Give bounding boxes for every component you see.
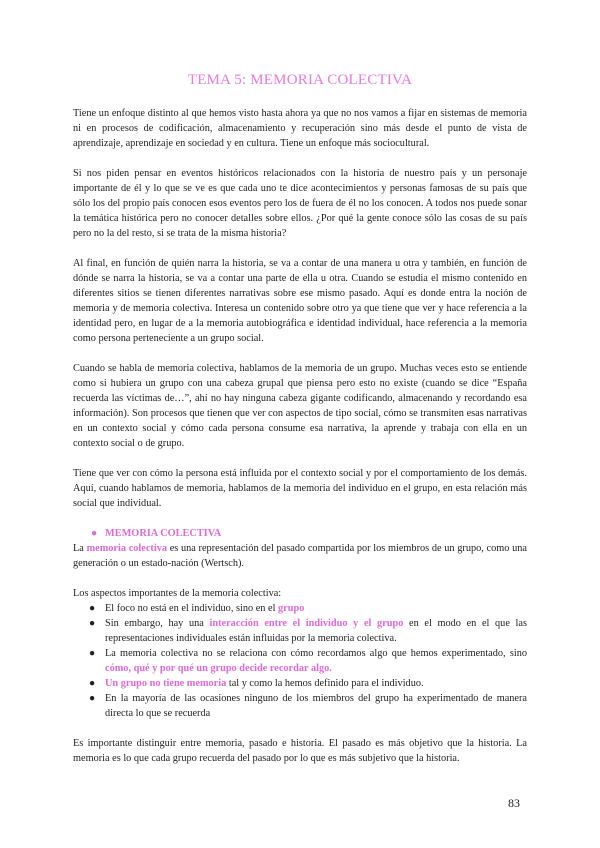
list-item-text: La memoria colectiva no se relaciona con cómo recordamos algo que hemos experimentado, sino	[105, 648, 527, 659]
paragraph-social-context: Tiene que ver con cómo la persona está influida por el contexto social y por el comportamiento de los demás. Aquí, cuando hablamos de memoria, hablamos de la memoria del individuo en el grupo, en esta relación más social que individual.	[73, 468, 527, 509]
paragraph-intro: Tiene un enfoque distinto al que hemos visto hasta ahora ya que no nos vamos a fijar en sistemas de memoria ni en procesos de codificación, almacenamiento y recuperación sino más desde el punto de vista de aprendizaje, aprendizaje en sociedad y en cultura. Tiene un enfoque más sociocultural.	[73, 108, 527, 149]
list-item	[73, 676, 527, 691]
closing-paragraph: Es importante distinguir entre memoria, pasado e historia. El pasado es más objetivo que la historia. La memoria es lo que cada grupo recuerda del pasado por lo que es más subjetivo que la historia.	[73, 738, 527, 764]
list-item	[73, 691, 527, 721]
list-item-text: En la mayoría de las ocasiones ninguno de los miembros del grupo ha experimentado de manera directa lo que se recuerda	[105, 693, 527, 719]
definition-term: memoria colectiva	[86, 543, 168, 554]
page-number: 83	[508, 796, 520, 810]
list-item-text: en el modo en el que las representaciones individuales están influidas por la memoria colectiva.	[105, 618, 527, 644]
definition-paragraph	[73, 541, 527, 571]
section-heading	[73, 526, 527, 541]
paragraph-group-memory: Cuando se habla de memoria colectiva, hablamos de la memoria de un grupo. Muchas veces esto se entiende como si hubiera un grupo con una cabeza grupal que piensa pero esto no existe (cuando se dice “España recuerda las víctimas de…”, ahí no hay ninguna cabeza gigante codificando, almacenando y recordando esa información). Son procesos que tienen que ver con aspectos de tipo social, cómo se transmiten esas narrativas en un contexto social y cómo cada persona consume esa narrativa, la aprende y trabaja con ella en un contexto social o de grupo.	[73, 363, 527, 449]
paragraph-narratives: Al final, en función de quién narra la historia, se va a contar de una manera u otra y también, en función de dónde se narra la historia, se va a contar una parte de ella u otra. Cuando se estudia el mismo contenido en diferentes sitios se tienen diferentes narrativas sobre ese mismo pasado. Aquí es donde entra la noción de memoria y de memoria colectiva. Interesa un contenido sobre otro ya que tiene que ver y hace referencia a la identidad pero, en lugar de a la memoria autobiográfica e identidad individual, hace referencia a la memoria como persona perteneciente a un grupo social.	[73, 258, 527, 344]
list-item	[73, 601, 527, 616]
list-item	[73, 646, 527, 676]
document-page	[73, 72, 527, 766]
bullet-icon: ●	[89, 603, 96, 614]
aspects-list	[73, 601, 527, 721]
list-item-text: El foco no está en el individuo, sino en el	[105, 603, 279, 614]
paragraph-history-question: Si nos piden pensar en eventos históricos relacionados con la historia de nuestro país y un personaje importante de él y lo que se ve es que cada uno te dice acontecimientos y personas famosas de su país que sólo los del propio país conocen esos eventos pero los de fuera de él no los conocen. A todos nos puede sonar la temática histórica pero no conocer detalles sobre ellos. ¿Por qué la gente conoce sólo las cosas de su país pero no la del resto, si se trata de la misma historia?	[73, 168, 527, 239]
bullet-icon: ●	[89, 693, 96, 704]
bullet-icon: ●	[91, 528, 98, 539]
page-title: TEMA 5: MEMORIA COLECTIVA	[187, 72, 413, 88]
list-item-highlight: cómo, qué y por qué un grupo decide recordar algo.	[105, 663, 332, 674]
list-item-highlight: Un grupo no tiene memoria	[105, 678, 227, 689]
list-item	[73, 616, 527, 646]
list-item-text: tal y como la hemos definido para el individuo.	[226, 678, 424, 689]
list-item-text: Sin embargo, hay una	[105, 618, 210, 629]
definition-prefix: La	[73, 543, 87, 554]
list-item-highlight: grupo	[278, 603, 305, 614]
section-heading-label: MEMORIA COLECTIVA	[105, 528, 222, 539]
bullet-icon: ●	[89, 648, 96, 659]
bullet-icon: ●	[89, 678, 96, 689]
definition-text: es una representación del pasado compartida por los miembros de un grupo, como una generación o un estado-nación (Wertsch).	[73, 543, 527, 569]
list-item-highlight: interacción entre el individuo y el grupo	[209, 618, 404, 629]
aspects-intro: Los aspectos importantes de la memoria colectiva:	[73, 588, 282, 599]
bullet-icon: ●	[89, 618, 96, 629]
